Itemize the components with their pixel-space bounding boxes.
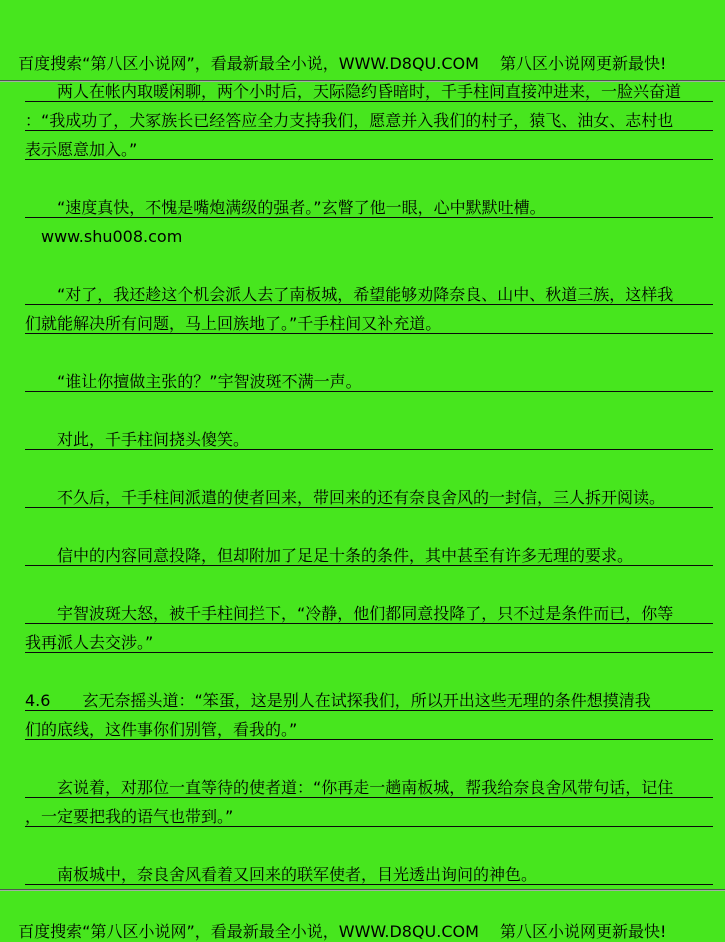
novel-line: “速度真快，不愧是嘴炮满级的强者。”玄瞥了他一眼，心中默默吐槽。: [25, 189, 713, 218]
novel-line: 我再派人去交涉。”: [25, 624, 713, 653]
paragraph: [25, 421, 713, 450]
bottom-banner-text: 百度搜索“第八区小说网”，看最新最全小说，WWW.D8QU.COM 第八区小说网更新最快!: [18, 922, 667, 941]
novel-line: ，一定要把我的语气也带到。”: [25, 798, 713, 827]
paragraph: [25, 856, 713, 885]
novel-line: 表示愿意加入。”: [25, 131, 713, 160]
watermark-line: www.shu008.com: [25, 227, 183, 246]
top-banner-text: 百度搜索“第八区小说网”，看最新最全小说，WWW.D8QU.COM 第八区小说网更新最快!: [18, 54, 667, 73]
novel-line: ：“我成功了，犬冢族长已经答应全力支持我们，愿意并入我们的村子，猿飞、油女、志村也: [25, 102, 713, 131]
novel-line: 4.6 玄无奈摇头道：“笨蛋，这是别人在试探我们，所以开出这些无理的条件想摸清我: [25, 682, 713, 711]
paragraph: [25, 276, 713, 334]
novel-line: 们的底线，这件事你们别管，看我的。”: [25, 711, 713, 740]
novel-line: 不久后，千手柱间派遣的使者回来，带回来的还有奈良舍风的一封信，三人拆开阅读。: [25, 479, 713, 508]
top-banner: [0, 0, 725, 80]
novel-content: [25, 73, 713, 885]
novel-line: 宇智波斑大怒，被千手柱间拦下，“冷静，他们都同意投降了，只不过是条件而已，你等: [25, 595, 713, 624]
novel-line: 信中的内容同意投降，但却附加了足足十条的条件，其中甚至有许多无理的要求。: [25, 537, 713, 566]
novel-line: 两人在帐内取暖闲聊，两个小时后，天际隐约昏暗时，千手柱间直接冲进来，一脸兴奋道: [25, 73, 713, 102]
novel-line: 们就能解决所有问题，马上回族地了。”千手柱间又补充道。: [25, 305, 713, 334]
paragraph: [25, 189, 713, 247]
novel-line: “谁让你擅做主张的？”宇智波斑不满一声。: [25, 363, 713, 392]
novel-line: 对此，千手柱间挠头傻笑。: [25, 421, 713, 450]
paragraph: [25, 73, 713, 160]
paragraph: [25, 479, 713, 508]
novel-line: 玄说着，对那位一直等待的使者道：“你再走一趟南板城，帮我给奈良舍风带句话，记住: [25, 769, 713, 798]
paragraph: [25, 769, 713, 827]
bottom-banner: [0, 891, 725, 942]
novel-line: 南板城中，奈良舍风看着又回来的联军使者，目光透出询问的神色。: [25, 856, 713, 885]
paragraph: [25, 537, 713, 566]
paragraph: [25, 682, 713, 740]
paragraph: [25, 595, 713, 653]
novel-line: “对了，我还趁这个机会派人去了南板城，希望能够劝降奈良、山中、秋道三族，这样我: [25, 276, 713, 305]
paragraph: [25, 363, 713, 392]
